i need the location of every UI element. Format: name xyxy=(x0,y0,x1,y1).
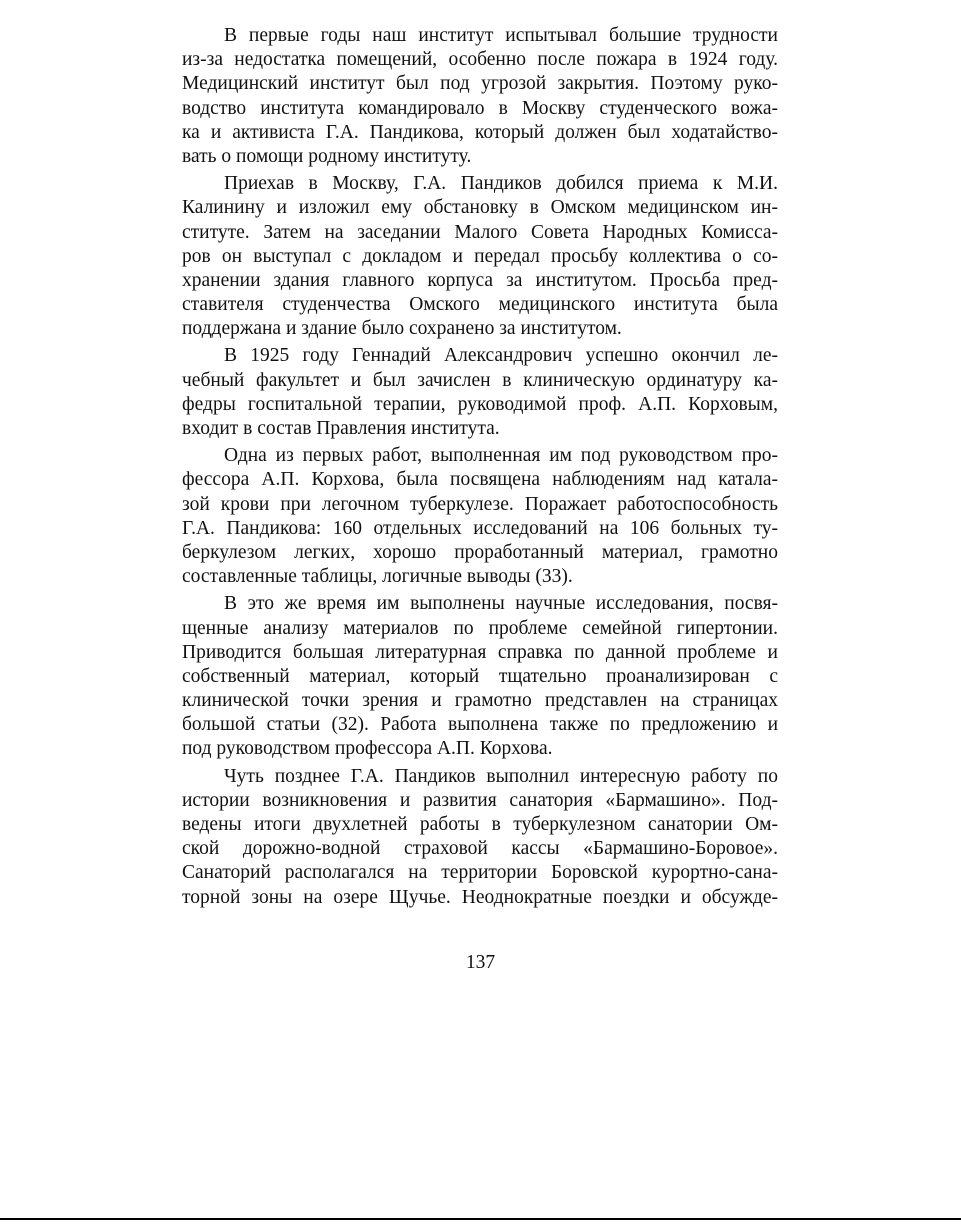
text-line: В 1925 году Геннадий Александрович успешно окончил ле- xyxy=(224,345,778,367)
text-line: Калинину и изложил ему обстановку в Омском медицинском ин- xyxy=(182,197,778,219)
text-line: входит в состав Правления института. xyxy=(182,418,500,439)
text-line: хранении здания главного корпуса за институтом. Просьба пред- xyxy=(182,269,778,291)
paragraph-5 xyxy=(182,592,778,761)
text-line: федры госпитальной терапии, руководимой проф. А.П. Корховым, xyxy=(182,393,778,415)
text-line: под руководством профессора А.П. Корхова. xyxy=(182,738,553,760)
text-line: Чуть позднее Г.А. Пандиков выполнил интересную работу по xyxy=(224,765,778,787)
text-line: ставителя студенчества Омского медицинского института была xyxy=(182,294,778,316)
text-line: В это же время им выполнены научные исследования, посвя- xyxy=(224,593,778,615)
text-line: Г.А. Пандикова: 160 отдельных исследований на 106 больных ту- xyxy=(182,517,778,539)
text-line: Приехав в Москву, Г.А. Пандиков добился приема к М.И. xyxy=(224,173,778,195)
paragraph-4 xyxy=(182,444,778,589)
text-line: истории возникновения и развития санатория «Бармашино». Под- xyxy=(182,789,778,811)
text-line: составленные таблицы, логичные выводы (33). xyxy=(182,566,573,588)
text-line: Медицинский институт был под угрозой закрытия. Поэтому руко- xyxy=(182,73,778,95)
text-line: Санаторий располагался на территории Боровской курортно-сана- xyxy=(182,862,778,884)
text-line: водство института командировало в Москву студенческого вожа- xyxy=(182,97,778,119)
text-line: ведены итоги двухлетней работы в туберкулезном санатории Ом- xyxy=(182,814,778,835)
text-line: ка и активиста Г.А. Пандикова, который должен был ходатайство- xyxy=(182,121,778,143)
paragraph-3 xyxy=(182,344,778,441)
paragraph-1 xyxy=(182,24,778,169)
text-line: фессора А.П. Корхова, была посвящена наблюдениям над катала- xyxy=(182,469,778,491)
text-line: большой статьи (32). Работа выполнена также по предложению и xyxy=(182,714,778,736)
text-line: Приводится большая литературная справка по данной проблеме и xyxy=(182,641,778,663)
text-line: Одна из первых работ, выполненная им под руководством про- xyxy=(224,445,778,467)
text-line: собственный материал, который тщательно проанализирован с xyxy=(182,665,778,687)
text-line: поддержана и здание было сохранено за институтом. xyxy=(182,318,622,340)
text-line: беркулезом легких, хорошо проработанный материал, грамотно xyxy=(182,541,778,563)
paragraph-6 xyxy=(182,765,778,910)
page-number: 137 xyxy=(465,952,496,973)
text-line: ституте. Затем на заседании Малого Совета Народных Комисса- xyxy=(182,221,778,243)
scan-edge-line xyxy=(0,1218,961,1220)
text-line: из-за недостатка помещений, особенно после пожара в 1924 году. xyxy=(182,49,778,71)
paragraph-2 xyxy=(182,172,778,341)
text-line: вать о помощи родному институту. xyxy=(182,145,472,167)
text-line: зой крови при легочном туберкулезе. Поражает работоспособность xyxy=(182,493,778,515)
text-line: ской дорожно-водной страховой кассы «Бармашино-Боровое». xyxy=(182,838,778,860)
text-line: ров он выступал с докладом и передал просьбу коллектива о со- xyxy=(182,245,778,267)
text-line: торной зоны на озере Щучье. Неоднократные поездки и обсужде- xyxy=(182,886,778,908)
text-line: клинической точки зрения и грамотно представлен на страницах xyxy=(182,690,778,712)
body-text xyxy=(182,24,778,910)
text-line: В первые годы наш институт испытывал большие трудности xyxy=(224,25,778,46)
text-line: чебный факультет и был зачислен в клиническую ординатуру ка- xyxy=(182,369,778,391)
text-line: щенные анализу материалов по проблеме семейной гипертонии. xyxy=(182,617,778,639)
